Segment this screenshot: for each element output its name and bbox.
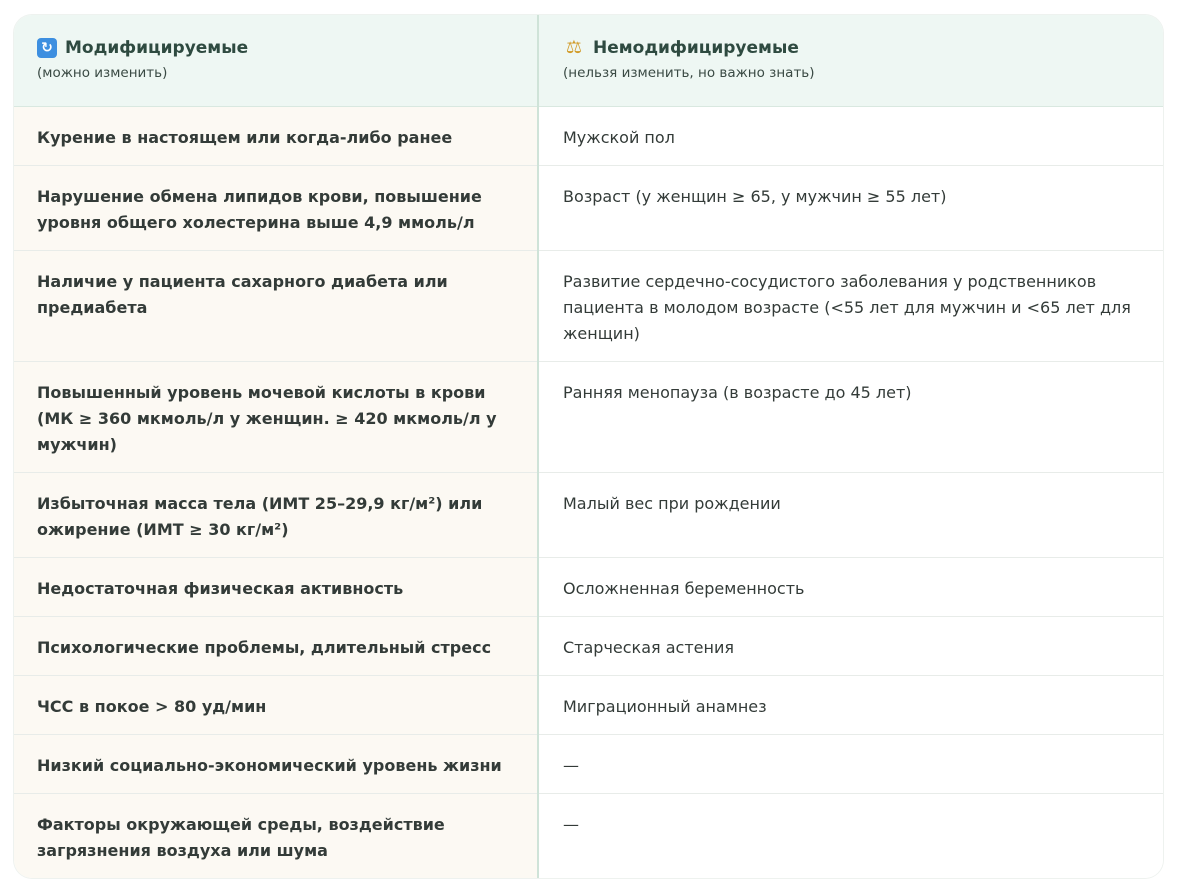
table-row [14,558,1163,617]
modifiable-cell: Психологические проблемы, длительный стресс [14,617,538,676]
risk-factors-table-card [14,15,1163,878]
non-modifiable-cell: Старческая астения [538,617,1163,676]
non-modifiable-cell: Возраст (у женщин ≥ 65, у мужчин ≥ 55 лет) [538,166,1163,251]
modifiable-cell: Недостаточная физическая активность [14,558,538,617]
table-row [14,473,1163,558]
header-non-modifiable-subtitle: (нельзя изменить, но важно знать) [563,65,815,81]
modifiable-cell: Нарушение обмена липидов крови, повышение уровня общего холестерина выше 4,9 ммоль/л [14,166,538,251]
modifiable-cell: Курение в настоящем или когда-либо ранее [14,107,538,166]
table-row [14,617,1163,676]
header-non-modifiable [538,15,1163,107]
non-modifiable-cell: Мужской пол [538,107,1163,166]
non-modifiable-cell: — [538,735,1163,794]
modifiable-cell: ЧСС в покое > 80 уд/мин [14,676,538,735]
table-row [14,794,1163,879]
modifiable-cell: Повышенный уровень мочевой кислоты в крови (МК ≥ 360 мкмоль/л у женщин. ≥ 420 мкмоль/л у мужчин) [14,362,538,473]
table-header-row [14,15,1163,107]
modifiable-cell: Факторы окружающей среды, воздействие загрязнения воздуха или шума [14,794,538,879]
header-non-modifiable-title: Немодифицируемые [593,38,799,58]
non-modifiable-cell: — [538,794,1163,879]
non-modifiable-cell: Миграционный анамнез [538,676,1163,735]
table-row [14,676,1163,735]
table-row [14,251,1163,362]
table-row [14,166,1163,251]
modifiable-cell: Низкий социально-экономический уровень жизни [14,735,538,794]
header-modifiable [14,15,538,107]
table-row [14,735,1163,794]
modifiable-cell: Избыточная масса тела (ИМТ 25–29,9 кг/м²) или ожирение (ИМТ ≥ 30 кг/м²) [14,473,538,558]
scales-icon: ⚖ [565,37,583,58]
modifiable-cell: Наличие у пациента сахарного диабета или предиабета [14,251,538,362]
header-modifiable-subtitle: (можно изменить) [37,65,168,81]
table-row [14,362,1163,473]
refresh-icon: ↻ [37,38,57,58]
non-modifiable-cell: Развитие сердечно-сосудистого заболевания у родственников пациента в молодом возрасте (<55 лет для мужчин и <65 лет для женщин) [538,251,1163,362]
non-modifiable-cell: Малый вес при рождении [538,473,1163,558]
non-modifiable-cell: Осложненная беременность [538,558,1163,617]
risk-factors-table [14,15,1163,878]
non-modifiable-cell: Ранняя менопауза (в возрасте до 45 лет) [538,362,1163,473]
header-modifiable-title: Модифицируемые [65,38,249,58]
table-row [14,107,1163,166]
